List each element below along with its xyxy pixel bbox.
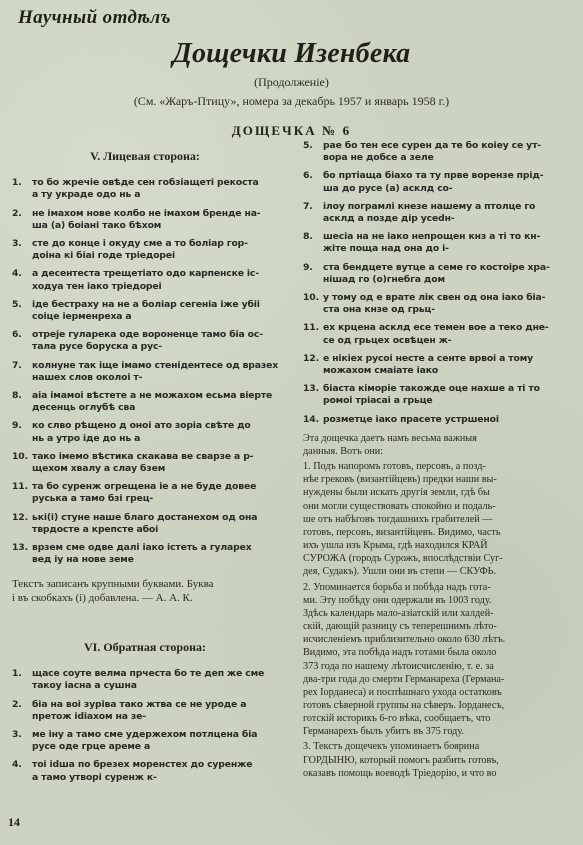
commentary-paragraph-3 — [303, 581, 569, 739]
entry-number: 5. — [12, 298, 22, 310]
transcription-line — [12, 512, 278, 536]
entry-number: 10. — [303, 292, 319, 304]
entry-line: ькі(і) стуне наше благо достанехом од она — [32, 511, 258, 523]
transcription-line — [303, 201, 569, 225]
entry-number: 9. — [12, 420, 22, 432]
entry-text — [323, 383, 569, 407]
commentary — [303, 432, 569, 780]
transcription-line — [12, 481, 278, 505]
entry-text — [32, 177, 278, 201]
right-column — [303, 140, 569, 782]
commentary-line: нуждены были искать другія земли, гдѣ бы — [303, 487, 490, 499]
note-line-2: і въ скобкахъ (і) добавлена. — А. А. К. — [12, 592, 193, 605]
transcription-line — [12, 420, 278, 444]
entry-number: 1. — [12, 177, 22, 189]
commentary-line: скій, дающій разницу съ теперешнимъ лѣто- — [303, 621, 497, 633]
entry-line: претож іdіахом на зе- — [32, 710, 146, 722]
entry-line: а десентеста трещетіато одо карпенске іс- — [32, 268, 259, 280]
entry-line: щехом хвалу а слау бзем — [32, 463, 166, 475]
entry-line: бо пртіаща біахо та ту прве ворензе прід- — [323, 170, 544, 182]
transcription-line — [12, 268, 278, 292]
entry-text — [32, 481, 278, 505]
entry-line: розметце іако прасете устршеноі — [323, 413, 499, 425]
entry-line: то бо жречіе овѣде сен гобзіащеті рекоста — [32, 177, 259, 189]
entry-text — [323, 140, 569, 164]
entry-line: біа на воі зуріва тако жтва се не уроде а — [32, 698, 247, 710]
entry-text — [32, 360, 278, 384]
commentary-line: СУРОЖА (городъ Сурожъ, впослѣдствіи Суг- — [303, 553, 503, 565]
commentary-paragraph-4 — [303, 740, 569, 779]
entry-line: аіа імамоі вѣстете а не можахом есьма віерте — [32, 390, 273, 402]
entry-number: 13. — [303, 383, 319, 395]
transcription-line — [12, 699, 278, 723]
entry-number: 8. — [303, 231, 313, 243]
transcription-line — [12, 208, 278, 232]
transcription-line — [12, 329, 278, 353]
entry-line: ілоу пограмлі кнезе нашему а птолце го — [323, 200, 536, 212]
entry-text — [32, 329, 278, 353]
entry-line: у тому од е врате лік свен од она іако біа- — [323, 292, 546, 304]
entry-text — [32, 729, 278, 753]
entry-text — [32, 699, 278, 723]
commentary-line: Видимо, эта побѣда надъ готами была около — [303, 647, 497, 659]
entry-number: 11. — [12, 481, 28, 493]
entry-number: 8. — [12, 390, 22, 402]
entry-line: русе оде грце ареме а — [32, 741, 151, 753]
commentary-line: ми. Эту побѣду они одержали въ 1003 году. — [303, 594, 492, 606]
entry-line: ромоі тріасаі а грьце — [323, 395, 433, 407]
article-subtitle: (Продолженіе) — [254, 75, 329, 89]
entry-text — [32, 668, 278, 692]
transcription-line — [303, 383, 569, 407]
entry-number: 12. — [303, 352, 319, 364]
entry-number: 3. — [12, 238, 22, 249]
entry-number: 2. — [12, 207, 22, 219]
front-side-entries — [12, 177, 278, 566]
entry-line: вора не добсе а зеле — [323, 152, 434, 164]
entry-line: доіна кі біаі годе тріедорeі — [32, 250, 176, 262]
commentary-line: они могли существовать спокойно и подаль- — [303, 500, 496, 512]
commentary-line: исчисленіемъ приблизительно около 630 лѣтъ. — [303, 634, 506, 646]
commentary-paragraph-1 — [303, 432, 569, 458]
entry-line: десенць оглубѣ сва — [32, 402, 136, 414]
entry-number: 11. — [303, 322, 319, 334]
back-side-entries — [12, 668, 278, 784]
entry-text — [32, 299, 278, 323]
entry-number: 9. — [303, 261, 313, 273]
transcription-line — [303, 262, 569, 286]
entry-line: тако імемо вѣстика скакава ве сварзе а р- — [32, 450, 254, 462]
entry-line: щасе соуте велма прчеста бо те деп же сме — [32, 668, 265, 680]
commentary-line: два-три года до смерти Германареха (Германа- — [303, 673, 505, 685]
entry-line: ша (а) боіані тако бѣхом — [32, 219, 162, 231]
transcription-line — [12, 360, 278, 384]
entry-line: руська а тамо бзі грец- — [32, 493, 154, 505]
entry-line: нішад го (о)гнебга дом — [323, 273, 445, 285]
transcription-line — [12, 177, 278, 201]
entry-line: жіте поща над она до і- — [323, 243, 449, 255]
entry-line: ходуа тен іако тріедорeі — [32, 280, 162, 292]
commentary-line: Германарехъ былъ убитъ въ 375 году. — [303, 726, 464, 738]
entry-line: ко слво рѣщено д онoі ато зоріа свѣте до — [32, 420, 251, 432]
entry-line: біаста кіморіе такожде оце нахше а ті то — [323, 383, 540, 395]
left-column — [12, 140, 278, 790]
transcription-line — [12, 759, 278, 783]
transcription-line — [303, 231, 569, 255]
entry-number: 4. — [12, 759, 22, 771]
entry-number: 4. — [12, 268, 22, 280]
entry-text — [323, 292, 569, 316]
transcription-line — [303, 140, 569, 164]
transcription-line — [12, 542, 278, 566]
entry-number: 6. — [12, 329, 22, 341]
article-title: Дощечки Изенбека — [172, 38, 411, 69]
entry-text — [323, 414, 569, 426]
transcription-line — [12, 299, 278, 323]
commentary-paragraph-2 — [303, 460, 569, 578]
entry-number: 12. — [12, 511, 28, 523]
commentary-line: ГОРДЫНЮ, который помогъ разбить готовъ, — [303, 754, 499, 766]
entry-text — [323, 353, 569, 377]
entry-line: нь а утро іде до нь а — [32, 432, 141, 444]
entry-number: 7. — [303, 200, 313, 212]
transcription-line — [12, 729, 278, 753]
entry-line: тала русе боруска а рус- — [32, 341, 162, 353]
entry-number: 1. — [12, 668, 22, 680]
entry-line: сте до конце і окуду сме а то боліар гор- — [32, 238, 248, 249]
entry-text — [32, 390, 278, 414]
entry-line: ех крцена асклд есе темен вое а теко дне- — [323, 322, 549, 334]
entry-number: 10. — [12, 450, 28, 462]
entry-number: 7. — [12, 359, 22, 371]
entry-line: вед іу на нове земе — [32, 554, 134, 566]
entry-line: тврдосте а крепсте абоі — [32, 523, 159, 535]
entry-text — [32, 208, 278, 232]
entry-text — [323, 231, 569, 255]
entry-line: та бо суренж огрещена іе а не буде довеe — [32, 481, 257, 493]
entry-line: ста бендцете вутце а семе го костоіре хра- — [323, 261, 550, 273]
transcription-line — [303, 353, 569, 377]
transcription-line — [12, 238, 278, 262]
entry-line: колнуне так іще імамо стенідентесе од вразех — [32, 359, 279, 371]
entry-line: ста она кнзе од грьц- — [323, 304, 435, 316]
entry-text — [32, 451, 278, 475]
entry-text — [32, 420, 278, 444]
commentary-line: готскій историкъ 6-го вѣка, сообщаетъ, что — [303, 713, 491, 725]
entry-number: 6. — [303, 170, 313, 182]
note-line-1: Текстъ записанъ крупными буквами. Буква — [12, 578, 214, 591]
entry-line: отреје гуларека оде вороненце тамо біа ос- — [32, 329, 263, 341]
entry-number: 14. — [303, 413, 319, 425]
commentary-line: Здѣсь календарь мало-азіатскій или халдей- — [303, 607, 494, 619]
commentary-line: готовъ сѣверной группы на сѣверъ. Іорданесъ, — [303, 699, 505, 711]
board-title: ДОЩЕЧКА № 6 — [231, 123, 352, 138]
entry-line: можахом смаіате іако — [323, 365, 439, 377]
entry-line: врзем сме одве далі іако істеть а гуларех — [32, 542, 252, 554]
entry-line: е нікіех русоі несте а сенте врвоі а тому — [323, 352, 534, 364]
entry-text — [32, 268, 278, 292]
entry-text — [32, 542, 278, 566]
commentary-line: готовъ, персовъ, византійцевъ. Видимо, часть — [303, 526, 501, 538]
entry-line: шесіа на не іако непрощен кнз а ті то кн- — [323, 231, 541, 243]
commentary-line: 2. Упоминается борьба и побѣда надъ гота- — [303, 581, 491, 593]
commentary-line: 373 года по нашему лѣтоисчисленію, т. е. за — [303, 660, 494, 672]
commentary-line: ше отъ набѣговъ тогдашнихъ грабителей — — [303, 513, 493, 525]
commentary-line: 3. Текстъ дощечекъ упоминаетъ боярина — [303, 741, 480, 753]
entry-line: рае бо тен есе сурен да те бо коіеу се ут- — [323, 140, 541, 151]
transcription-line — [303, 322, 569, 346]
reference-line: (См. «Жаръ-Птицу», номера за декабрь 1957 и январь 1958 г.) — [133, 94, 450, 108]
entry-text — [32, 238, 278, 262]
entry-text — [32, 512, 278, 536]
entry-line: тоі іdша по брезех моренстех до суренже — [32, 759, 253, 771]
entry-line: іде бестраху на не а боліар сегеніа іже убіі — [32, 298, 260, 310]
commentary-line: дея, Судакъ). Ушли они въ степи — СКУФЬ. — [303, 566, 497, 578]
entry-text — [323, 262, 569, 286]
commentary-line: оказавъ помощь воеводѣ Тріедорію, и что во — [303, 767, 497, 779]
back-side-continued-entries — [303, 140, 569, 426]
entry-line: а тамо утворі суренж к- — [32, 771, 157, 783]
entry-line: асклд а позде дір усеdн- — [323, 213, 455, 225]
entry-number: 13. — [12, 542, 28, 554]
transcription-line — [12, 390, 278, 414]
transcription-line — [12, 668, 278, 692]
entry-line: ме іну а тамо сме удержехом потлцена біа — [32, 728, 258, 740]
entry-text — [323, 201, 569, 225]
entry-text — [323, 322, 569, 346]
entry-line: соіце іерменреха а — [32, 311, 132, 323]
entry-number: 2. — [12, 698, 22, 710]
commentary-line: данныя. Вотъ они: — [303, 446, 384, 458]
entry-text — [32, 759, 278, 783]
entry-line: а ту украде одо нь а — [32, 189, 141, 201]
front-side-heading: V. Лицевая сторона: — [90, 149, 200, 163]
commentary-line: 1. Подъ напоромъ готовъ, персовъ, а позд- — [303, 461, 486, 473]
entry-number: 5. — [303, 140, 313, 151]
transcription-note — [12, 578, 278, 606]
entry-number: 3. — [12, 728, 22, 740]
entry-line: нашех слов околоі т- — [32, 371, 143, 383]
page-number: 14 — [8, 815, 20, 829]
commentary-line: Эта дощечка даетъ намъ весьма важныя — [303, 432, 477, 444]
transcription-line — [303, 292, 569, 316]
entry-line: ша до русе (а) асклд со- — [323, 182, 453, 194]
transcription-line — [303, 414, 569, 426]
commentary-line: нѣе грековъ (византійцевъ) предки наши вы- — [303, 474, 497, 486]
entry-text — [323, 170, 569, 194]
section-heading: Научный отдѣлъ — [18, 7, 171, 28]
commentary-line: рех Іорданеса) и поспѣшнаго ухода остатковъ — [303, 686, 502, 698]
transcription-line — [303, 170, 569, 194]
commentary-line: ихъ ушла изъ Крыма, гдѣ находился КРАЙ — [303, 540, 488, 552]
transcription-line — [12, 451, 278, 475]
entry-line: такоу іасна а сушна — [32, 680, 137, 692]
entry-line: не імахом нове колбо не імахом бренде на- — [32, 207, 261, 219]
back-side-heading: VI. Обратная сторона: — [84, 639, 206, 654]
entry-line: се од грьцех освѣцен ж- — [323, 334, 452, 346]
